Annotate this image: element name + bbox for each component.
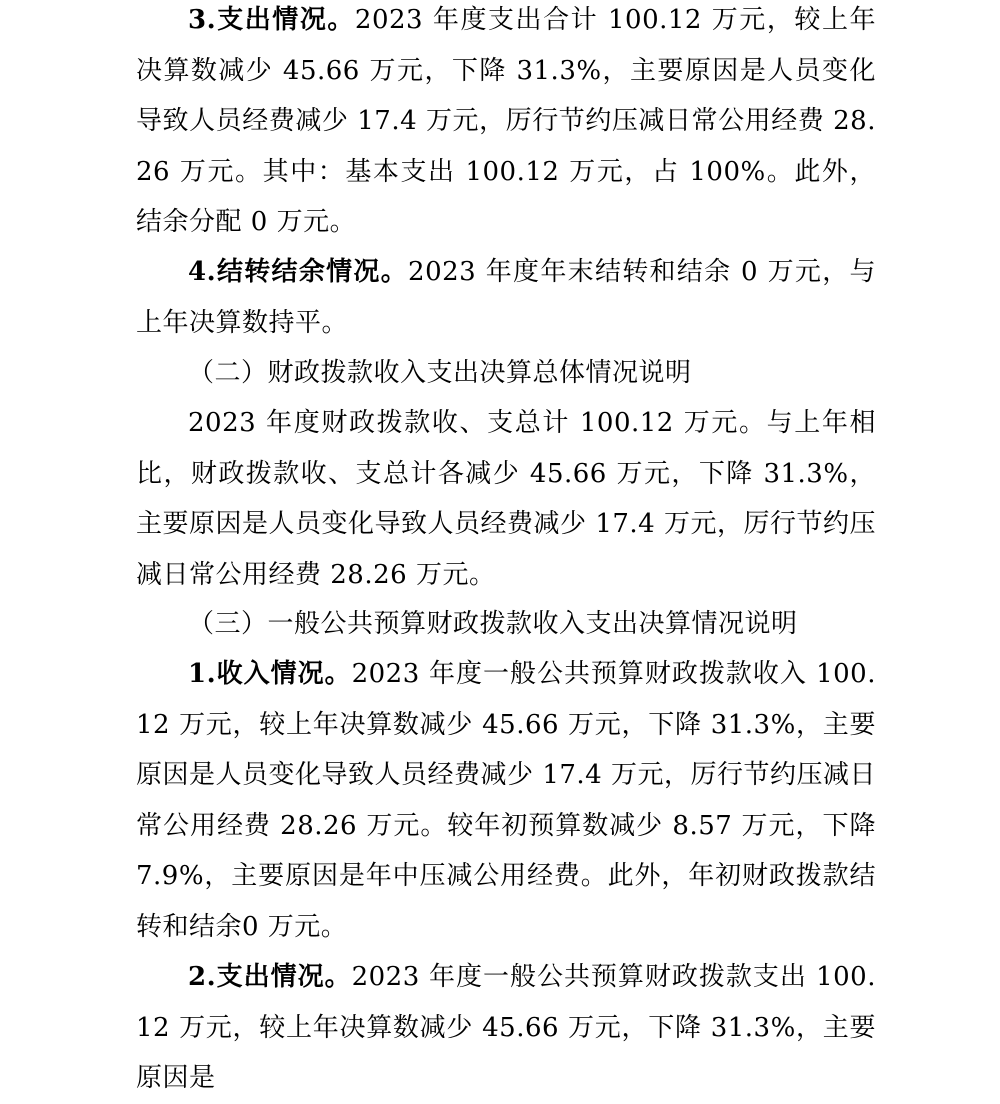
heading-general-budget: （三）一般公共预算财政拨款收入支出决算情况说明	[188, 609, 798, 639]
income-lead: 1.收入情况。	[188, 659, 352, 689]
expense-lead: 2.支出情况。	[188, 962, 352, 992]
paragraph-expenditure	[136, 0, 876, 248]
paragraph-income	[136, 649, 876, 952]
income-text: 2023 年度一般公共预算财政拨款收入 100.12 万元，较上年决算数减少 45.66 万元，下降 31.3%，主要原因是人员变化导致人员经费减少 17.4 万元，厉行节约压减日常公用经费 28.26 万元。较年初预算数减少 8.57 万元，下降 7.9%，主要原因是年中压减公用经费。此外，年初财政拨款结转和结余0 万元。	[136, 659, 876, 942]
expenditure-lead: 3.支出情况。	[188, 5, 355, 35]
carryover-text: 2023 年度年末结转和结余 0 万元，与上年决算数持平。	[136, 257, 876, 338]
expense-text: 2023 年度一般公共预算财政拨款支出 100.12 万元，较上年决算数减少 45.66 万元，下降 31.3%，主要原因是	[136, 962, 876, 1093]
paragraph-fiscal-overview	[136, 398, 876, 600]
carryover-lead: 4.结转结余情况。	[188, 257, 409, 287]
paragraph-expense	[136, 952, 876, 1104]
paragraph-carryover	[136, 247, 876, 348]
expenditure-text: 2023 年度支出合计 100.12 万元，较上年决算数减少 45.66 万元，下降 31.3%，主要原因是人员变化导致人员经费减少 17.4 万元，厉行节约压减日常公用经费 28.26 万元。其中：基本支出 100.12 万元，占 100%。此外，结余分配 0 万元。	[136, 5, 876, 237]
fiscal-overview-text: 2023 年度财政拨款收、支总计 100.12 万元。与上年相比，财政拨款收、支总计各减少 45.66 万元，下降 31.3%，主要原因是人员变化导致人员经费减少 17.4 万元，厉行节约压减日常公用经费 28.26 万元。	[136, 408, 876, 590]
heading-fiscal-overview: （二）财政拨款收入支出决算总体情况说明	[188, 358, 692, 388]
